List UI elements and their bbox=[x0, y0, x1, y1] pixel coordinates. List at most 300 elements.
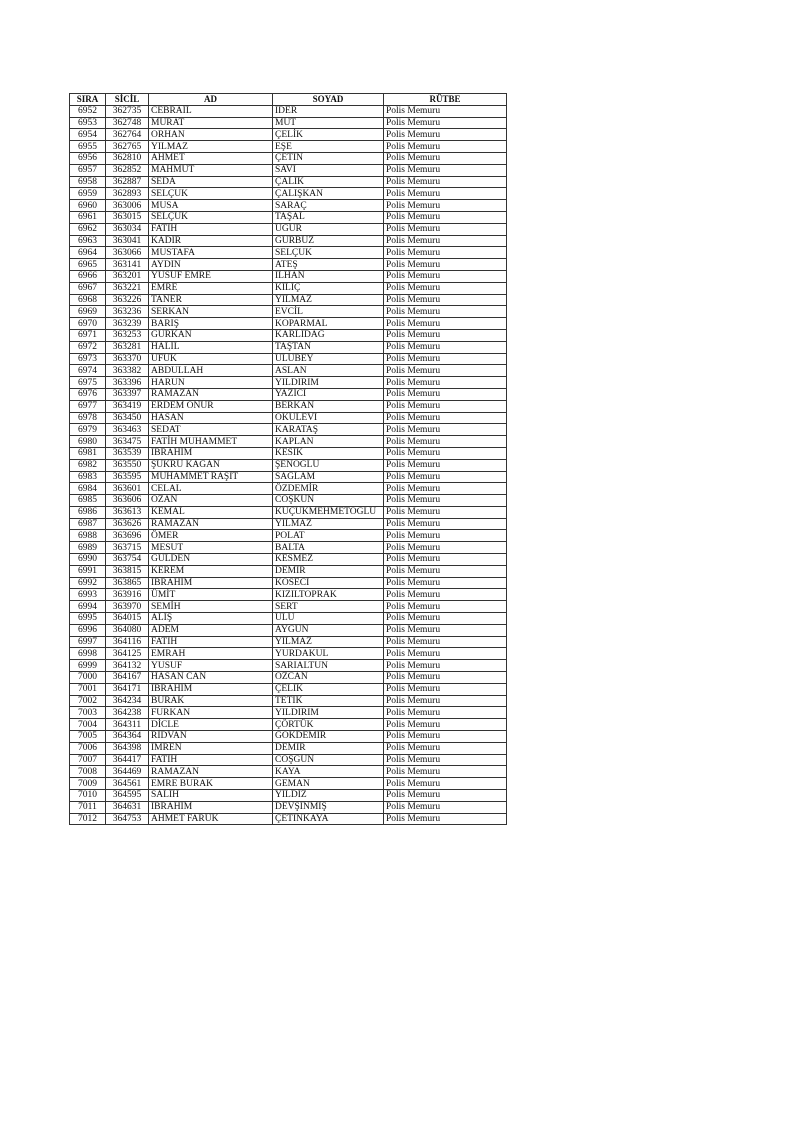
table-row bbox=[70, 424, 507, 436]
sicil-cell: 364238 bbox=[106, 707, 149, 719]
ad-cell: RIDVAN bbox=[149, 731, 273, 743]
rutbe-cell: Polis Memuru bbox=[384, 719, 507, 731]
sira-cell: 7012 bbox=[70, 813, 106, 825]
sira-cell: 6984 bbox=[70, 483, 106, 495]
sira-cell: 7006 bbox=[70, 742, 106, 754]
sicil-cell: 363066 bbox=[106, 247, 149, 259]
soyad-cell: ÇELİK bbox=[273, 683, 384, 695]
soyad-cell: KAYA bbox=[273, 766, 384, 778]
sicil-cell: 363396 bbox=[106, 377, 149, 389]
table-row bbox=[70, 164, 507, 176]
sicil-cell: 363550 bbox=[106, 459, 149, 471]
sira-cell: 6981 bbox=[70, 447, 106, 459]
ad-cell: HALİL bbox=[149, 341, 273, 353]
soyad-cell: GÜRBÜZ bbox=[273, 235, 384, 247]
sira-cell: 6953 bbox=[70, 117, 106, 129]
soyad-cell: ULU bbox=[273, 613, 384, 625]
sicil-cell: 364364 bbox=[106, 731, 149, 743]
rutbe-cell: Polis Memuru bbox=[384, 683, 507, 695]
rutbe-cell: Polis Memuru bbox=[384, 164, 507, 176]
sicil-cell: 363236 bbox=[106, 306, 149, 318]
soyad-cell: SARIALTUN bbox=[273, 660, 384, 672]
table-row bbox=[70, 200, 507, 212]
table-row bbox=[70, 270, 507, 282]
sira-cell: 6955 bbox=[70, 141, 106, 153]
sicil-cell: 363475 bbox=[106, 436, 149, 448]
sira-cell: 6980 bbox=[70, 436, 106, 448]
table-row bbox=[70, 601, 507, 613]
rutbe-cell: Polis Memuru bbox=[384, 306, 507, 318]
ad-cell: EMRE BURAK bbox=[149, 778, 273, 790]
sicil-cell: 362852 bbox=[106, 164, 149, 176]
rutbe-cell: Polis Memuru bbox=[384, 742, 507, 754]
soyad-cell: ÇELİK bbox=[273, 129, 384, 141]
ad-cell: İBRAHİM bbox=[149, 683, 273, 695]
header-sicil: SİCİL bbox=[106, 94, 149, 106]
rutbe-cell: Polis Memuru bbox=[384, 624, 507, 636]
rutbe-cell: Polis Memuru bbox=[384, 495, 507, 507]
ad-cell: İMREN bbox=[149, 742, 273, 754]
sira-cell: 6967 bbox=[70, 282, 106, 294]
ad-cell: RAMAZAN bbox=[149, 518, 273, 530]
rutbe-cell: Polis Memuru bbox=[384, 259, 507, 271]
sira-cell: 6983 bbox=[70, 471, 106, 483]
ad-cell: CEBRAİL bbox=[149, 105, 273, 117]
sicil-cell: 363370 bbox=[106, 353, 149, 365]
sira-cell: 6998 bbox=[70, 648, 106, 660]
soyad-cell: DEVŞİNMİŞ bbox=[273, 801, 384, 813]
soyad-cell: SAĞLAM bbox=[273, 471, 384, 483]
ad-cell: KADİR bbox=[149, 235, 273, 247]
rutbe-cell: Polis Memuru bbox=[384, 613, 507, 625]
rutbe-cell: Polis Memuru bbox=[384, 636, 507, 648]
sicil-cell: 362893 bbox=[106, 188, 149, 200]
sicil-cell: 364469 bbox=[106, 766, 149, 778]
header-row bbox=[70, 94, 507, 106]
sicil-cell: 363815 bbox=[106, 565, 149, 577]
ad-cell: MURAT bbox=[149, 117, 273, 129]
ad-cell: RAMAZAN bbox=[149, 766, 273, 778]
sicil-cell: 363970 bbox=[106, 601, 149, 613]
sicil-cell: 364417 bbox=[106, 754, 149, 766]
soyad-cell: YURDAKUL bbox=[273, 648, 384, 660]
rutbe-cell: Polis Memuru bbox=[384, 778, 507, 790]
sira-cell: 6970 bbox=[70, 318, 106, 330]
ad-cell: ALİŞ bbox=[149, 613, 273, 625]
sicil-cell: 364595 bbox=[106, 790, 149, 802]
sicil-cell: 363613 bbox=[106, 506, 149, 518]
rutbe-cell: Polis Memuru bbox=[384, 105, 507, 117]
sicil-cell: 364015 bbox=[106, 613, 149, 625]
soyad-cell: GEMAN bbox=[273, 778, 384, 790]
soyad-cell: KÖSECİ bbox=[273, 577, 384, 589]
ad-cell: YILMAZ bbox=[149, 141, 273, 153]
sicil-cell: 363226 bbox=[106, 294, 149, 306]
soyad-cell: KILIÇ bbox=[273, 282, 384, 294]
soyad-cell: ÇETİN bbox=[273, 152, 384, 164]
rutbe-cell: Polis Memuru bbox=[384, 329, 507, 341]
soyad-cell: ULUBEY bbox=[273, 353, 384, 365]
soyad-cell: UĞUR bbox=[273, 223, 384, 235]
table-row bbox=[70, 105, 507, 117]
table-row bbox=[70, 778, 507, 790]
sira-cell: 6965 bbox=[70, 259, 106, 271]
rutbe-cell: Polis Memuru bbox=[384, 483, 507, 495]
sira-cell: 6964 bbox=[70, 247, 106, 259]
sicil-cell: 363397 bbox=[106, 388, 149, 400]
rutbe-cell: Polis Memuru bbox=[384, 223, 507, 235]
table-row bbox=[70, 129, 507, 141]
table-row bbox=[70, 377, 507, 389]
ad-cell: OZAN bbox=[149, 495, 273, 507]
table-row bbox=[70, 223, 507, 235]
ad-cell: SALİH bbox=[149, 790, 273, 802]
soyad-cell: KIZILTOPRAK bbox=[273, 589, 384, 601]
sira-cell: 7011 bbox=[70, 801, 106, 813]
table-row bbox=[70, 341, 507, 353]
soyad-cell: KESMEZ bbox=[273, 554, 384, 566]
ad-cell: GÜRKAN bbox=[149, 329, 273, 341]
soyad-cell: YILMAZ bbox=[273, 636, 384, 648]
table-row bbox=[70, 683, 507, 695]
sira-cell: 7002 bbox=[70, 695, 106, 707]
soyad-cell: AYGÜN bbox=[273, 624, 384, 636]
sicil-cell: 364398 bbox=[106, 742, 149, 754]
table-row bbox=[70, 731, 507, 743]
table-row bbox=[70, 554, 507, 566]
soyad-cell: ÇALIŞKAN bbox=[273, 188, 384, 200]
ad-cell: YUSUF EMRE bbox=[149, 270, 273, 282]
sicil-cell: 364753 bbox=[106, 813, 149, 825]
soyad-cell: POLAT bbox=[273, 530, 384, 542]
soyad-cell: ÇETİNKAYA bbox=[273, 813, 384, 825]
ad-cell: AHMET bbox=[149, 152, 273, 164]
soyad-cell: COŞKUN bbox=[273, 495, 384, 507]
rutbe-cell: Polis Memuru bbox=[384, 188, 507, 200]
soyad-cell: İDER bbox=[273, 105, 384, 117]
table-row bbox=[70, 188, 507, 200]
table-row bbox=[70, 353, 507, 365]
sira-cell: 6972 bbox=[70, 341, 106, 353]
sira-cell: 6978 bbox=[70, 412, 106, 424]
ad-cell: MAHMUT bbox=[149, 164, 273, 176]
soyad-cell: KOPARMAL bbox=[273, 318, 384, 330]
sira-cell: 6977 bbox=[70, 400, 106, 412]
sira-cell: 6979 bbox=[70, 424, 106, 436]
sira-cell: 7005 bbox=[70, 731, 106, 743]
sicil-cell: 363450 bbox=[106, 412, 149, 424]
ad-cell: İBRAHİM bbox=[149, 577, 273, 589]
ad-cell: SEDAT bbox=[149, 424, 273, 436]
sicil-cell: 364171 bbox=[106, 683, 149, 695]
ad-cell: EMRE bbox=[149, 282, 273, 294]
rutbe-cell: Polis Memuru bbox=[384, 506, 507, 518]
ad-cell: MUHAMMET RAŞİT bbox=[149, 471, 273, 483]
rutbe-cell: Polis Memuru bbox=[384, 601, 507, 613]
sira-cell: 7003 bbox=[70, 707, 106, 719]
ad-cell: SELÇUK bbox=[149, 188, 273, 200]
rutbe-cell: Polis Memuru bbox=[384, 790, 507, 802]
sira-cell: 6989 bbox=[70, 542, 106, 554]
sicil-cell: 363916 bbox=[106, 589, 149, 601]
rutbe-cell: Polis Memuru bbox=[384, 211, 507, 223]
rutbe-cell: Polis Memuru bbox=[384, 436, 507, 448]
rutbe-cell: Polis Memuru bbox=[384, 176, 507, 188]
table-row bbox=[70, 695, 507, 707]
sira-cell: 7004 bbox=[70, 719, 106, 731]
soyad-cell: SERT bbox=[273, 601, 384, 613]
sicil-cell: 363006 bbox=[106, 200, 149, 212]
sira-cell: 6992 bbox=[70, 577, 106, 589]
sira-cell: 6961 bbox=[70, 211, 106, 223]
rutbe-cell: Polis Memuru bbox=[384, 377, 507, 389]
soyad-cell: YILDIRIM bbox=[273, 707, 384, 719]
rutbe-cell: Polis Memuru bbox=[384, 365, 507, 377]
sira-cell: 6987 bbox=[70, 518, 106, 530]
sicil-cell: 362735 bbox=[106, 105, 149, 117]
soyad-cell: ATEŞ bbox=[273, 259, 384, 271]
sira-cell: 6991 bbox=[70, 565, 106, 577]
sira-cell: 6975 bbox=[70, 377, 106, 389]
sira-cell: 6960 bbox=[70, 200, 106, 212]
table-row bbox=[70, 495, 507, 507]
sicil-cell: 364116 bbox=[106, 636, 149, 648]
sicil-cell: 362764 bbox=[106, 129, 149, 141]
rutbe-cell: Polis Memuru bbox=[384, 766, 507, 778]
sira-cell: 6956 bbox=[70, 152, 106, 164]
sira-cell: 6999 bbox=[70, 660, 106, 672]
soyad-cell: MUT bbox=[273, 117, 384, 129]
rutbe-cell: Polis Memuru bbox=[384, 695, 507, 707]
table-row bbox=[70, 152, 507, 164]
rutbe-cell: Polis Memuru bbox=[384, 577, 507, 589]
soyad-cell: OKULEVİ bbox=[273, 412, 384, 424]
ad-cell: MESUT bbox=[149, 542, 273, 554]
table-row bbox=[70, 329, 507, 341]
ad-cell: EMRAH bbox=[149, 648, 273, 660]
soyad-cell: YILMAZ bbox=[273, 294, 384, 306]
soyad-cell: ŞENOĞLU bbox=[273, 459, 384, 471]
soyad-cell: SAVİ bbox=[273, 164, 384, 176]
table-row bbox=[70, 707, 507, 719]
table-row bbox=[70, 117, 507, 129]
ad-cell: SEDA bbox=[149, 176, 273, 188]
sicil-cell: 364132 bbox=[106, 660, 149, 672]
sicil-cell: 363239 bbox=[106, 318, 149, 330]
soyad-cell: BALTA bbox=[273, 542, 384, 554]
sicil-cell: 363595 bbox=[106, 471, 149, 483]
sicil-cell: 364561 bbox=[106, 778, 149, 790]
sicil-cell: 363253 bbox=[106, 329, 149, 341]
table-row bbox=[70, 400, 507, 412]
table-row bbox=[70, 483, 507, 495]
table-row bbox=[70, 141, 507, 153]
rutbe-cell: Polis Memuru bbox=[384, 129, 507, 141]
ad-cell: ADEM bbox=[149, 624, 273, 636]
rutbe-cell: Polis Memuru bbox=[384, 270, 507, 282]
ad-cell: İBRAHİM bbox=[149, 801, 273, 813]
ad-cell: ABDULLAH bbox=[149, 365, 273, 377]
soyad-cell: TAŞTAN bbox=[273, 341, 384, 353]
soyad-cell: SARAÇ bbox=[273, 200, 384, 212]
rutbe-cell: Polis Memuru bbox=[384, 235, 507, 247]
table-row bbox=[70, 306, 507, 318]
sira-cell: 6996 bbox=[70, 624, 106, 636]
table-row bbox=[70, 294, 507, 306]
ad-cell: MUSTAFA bbox=[149, 247, 273, 259]
sicil-cell: 363715 bbox=[106, 542, 149, 554]
sicil-cell: 362810 bbox=[106, 152, 149, 164]
soyad-cell: KÜÇÜKMEHMETOĞLU bbox=[273, 506, 384, 518]
sira-cell: 7010 bbox=[70, 790, 106, 802]
header-sira: SIRA bbox=[70, 94, 106, 106]
sicil-cell: 363539 bbox=[106, 447, 149, 459]
sicil-cell: 363015 bbox=[106, 211, 149, 223]
rutbe-cell: Polis Memuru bbox=[384, 282, 507, 294]
sicil-cell: 364080 bbox=[106, 624, 149, 636]
soyad-cell: İLHAN bbox=[273, 270, 384, 282]
ad-cell: FATİH bbox=[149, 754, 273, 766]
sira-cell: 6954 bbox=[70, 129, 106, 141]
table-row bbox=[70, 542, 507, 554]
sira-cell: 7007 bbox=[70, 754, 106, 766]
rutbe-cell: Polis Memuru bbox=[384, 424, 507, 436]
rutbe-cell: Polis Memuru bbox=[384, 412, 507, 424]
soyad-cell: YILMAZ bbox=[273, 518, 384, 530]
soyad-cell: KAPLAN bbox=[273, 436, 384, 448]
soyad-cell: DEMİR bbox=[273, 565, 384, 577]
table-row bbox=[70, 813, 507, 825]
soyad-cell: DEMİR bbox=[273, 742, 384, 754]
sira-cell: 7000 bbox=[70, 672, 106, 684]
table-row bbox=[70, 754, 507, 766]
rutbe-cell: Polis Memuru bbox=[384, 707, 507, 719]
sicil-cell: 364234 bbox=[106, 695, 149, 707]
soyad-cell: BERKAN bbox=[273, 400, 384, 412]
ad-cell: ÖMER bbox=[149, 530, 273, 542]
ad-cell: ERDEM ONUR bbox=[149, 400, 273, 412]
table-row bbox=[70, 436, 507, 448]
rutbe-cell: Polis Memuru bbox=[384, 530, 507, 542]
rutbe-cell: Polis Memuru bbox=[384, 341, 507, 353]
soyad-cell: KESİK bbox=[273, 447, 384, 459]
sicil-cell: 364631 bbox=[106, 801, 149, 813]
ad-cell: SELÇUK bbox=[149, 211, 273, 223]
soyad-cell: GÖKDEMİR bbox=[273, 731, 384, 743]
ad-cell: YUSUF bbox=[149, 660, 273, 672]
rutbe-cell: Polis Memuru bbox=[384, 471, 507, 483]
rutbe-cell: Polis Memuru bbox=[384, 117, 507, 129]
sira-cell: 6995 bbox=[70, 613, 106, 625]
sira-cell: 7001 bbox=[70, 683, 106, 695]
rutbe-cell: Polis Memuru bbox=[384, 648, 507, 660]
rutbe-cell: Polis Memuru bbox=[384, 554, 507, 566]
sira-cell: 6976 bbox=[70, 388, 106, 400]
table-row bbox=[70, 742, 507, 754]
sicil-cell: 363601 bbox=[106, 483, 149, 495]
rutbe-cell: Polis Memuru bbox=[384, 400, 507, 412]
ad-cell: BURAK bbox=[149, 695, 273, 707]
rutbe-cell: Polis Memuru bbox=[384, 294, 507, 306]
table-row bbox=[70, 636, 507, 648]
ad-cell: KEREM bbox=[149, 565, 273, 577]
ad-cell: GÜLDEN bbox=[149, 554, 273, 566]
ad-cell: CELAL bbox=[149, 483, 273, 495]
table-row bbox=[70, 447, 507, 459]
soyad-cell: COŞGUN bbox=[273, 754, 384, 766]
sira-cell: 6988 bbox=[70, 530, 106, 542]
rutbe-cell: Polis Memuru bbox=[384, 754, 507, 766]
rutbe-cell: Polis Memuru bbox=[384, 141, 507, 153]
rutbe-cell: Polis Memuru bbox=[384, 660, 507, 672]
soyad-cell: KARATAŞ bbox=[273, 424, 384, 436]
rutbe-cell: Polis Memuru bbox=[384, 459, 507, 471]
table-row bbox=[70, 790, 507, 802]
ad-cell: FURKAN bbox=[149, 707, 273, 719]
table-row bbox=[70, 648, 507, 660]
sicil-cell: 364311 bbox=[106, 719, 149, 731]
ad-cell: RAMAZAN bbox=[149, 388, 273, 400]
soyad-cell: EŞE bbox=[273, 141, 384, 153]
sicil-cell: 363201 bbox=[106, 270, 149, 282]
table-row bbox=[70, 672, 507, 684]
table-row bbox=[70, 282, 507, 294]
ad-cell: ŞÜKRÜ KAĞAN bbox=[149, 459, 273, 471]
table-row bbox=[70, 412, 507, 424]
ad-cell: SERKAN bbox=[149, 306, 273, 318]
table-row bbox=[70, 506, 507, 518]
sicil-cell: 363281 bbox=[106, 341, 149, 353]
table-row bbox=[70, 518, 507, 530]
soyad-cell: ASLAN bbox=[273, 365, 384, 377]
sira-cell: 6973 bbox=[70, 353, 106, 365]
sicil-cell: 363626 bbox=[106, 518, 149, 530]
table-row bbox=[70, 388, 507, 400]
sicil-cell: 363382 bbox=[106, 365, 149, 377]
sicil-cell: 363754 bbox=[106, 554, 149, 566]
sicil-cell: 363221 bbox=[106, 282, 149, 294]
soyad-cell: TAŞAL bbox=[273, 211, 384, 223]
soyad-cell: ÇÖRTÜK bbox=[273, 719, 384, 731]
sicil-cell: 363041 bbox=[106, 235, 149, 247]
table-row bbox=[70, 235, 507, 247]
sira-cell: 6966 bbox=[70, 270, 106, 282]
rutbe-cell: Polis Memuru bbox=[384, 589, 507, 601]
table-header bbox=[70, 94, 507, 106]
sicil-cell: 362887 bbox=[106, 176, 149, 188]
sicil-cell: 362765 bbox=[106, 141, 149, 153]
sicil-cell: 362748 bbox=[106, 117, 149, 129]
rutbe-cell: Polis Memuru bbox=[384, 388, 507, 400]
sira-cell: 6958 bbox=[70, 176, 106, 188]
sira-cell: 6962 bbox=[70, 223, 106, 235]
rutbe-cell: Polis Memuru bbox=[384, 801, 507, 813]
soyad-cell: YAZICI bbox=[273, 388, 384, 400]
table-row bbox=[70, 176, 507, 188]
header-ad: AD bbox=[149, 94, 273, 106]
sicil-cell: 363865 bbox=[106, 577, 149, 589]
table-row bbox=[70, 471, 507, 483]
ad-cell: AHMET FARUK bbox=[149, 813, 273, 825]
soyad-cell: KARLIDAĞ bbox=[273, 329, 384, 341]
soyad-cell: ÖZDEMİR bbox=[273, 483, 384, 495]
sira-cell: 6968 bbox=[70, 294, 106, 306]
sicil-cell: 363141 bbox=[106, 259, 149, 271]
ad-cell: FATİH bbox=[149, 223, 273, 235]
sira-cell: 6982 bbox=[70, 459, 106, 471]
header-soyad: SOYAD bbox=[273, 94, 384, 106]
soyad-cell: YILDIZ bbox=[273, 790, 384, 802]
